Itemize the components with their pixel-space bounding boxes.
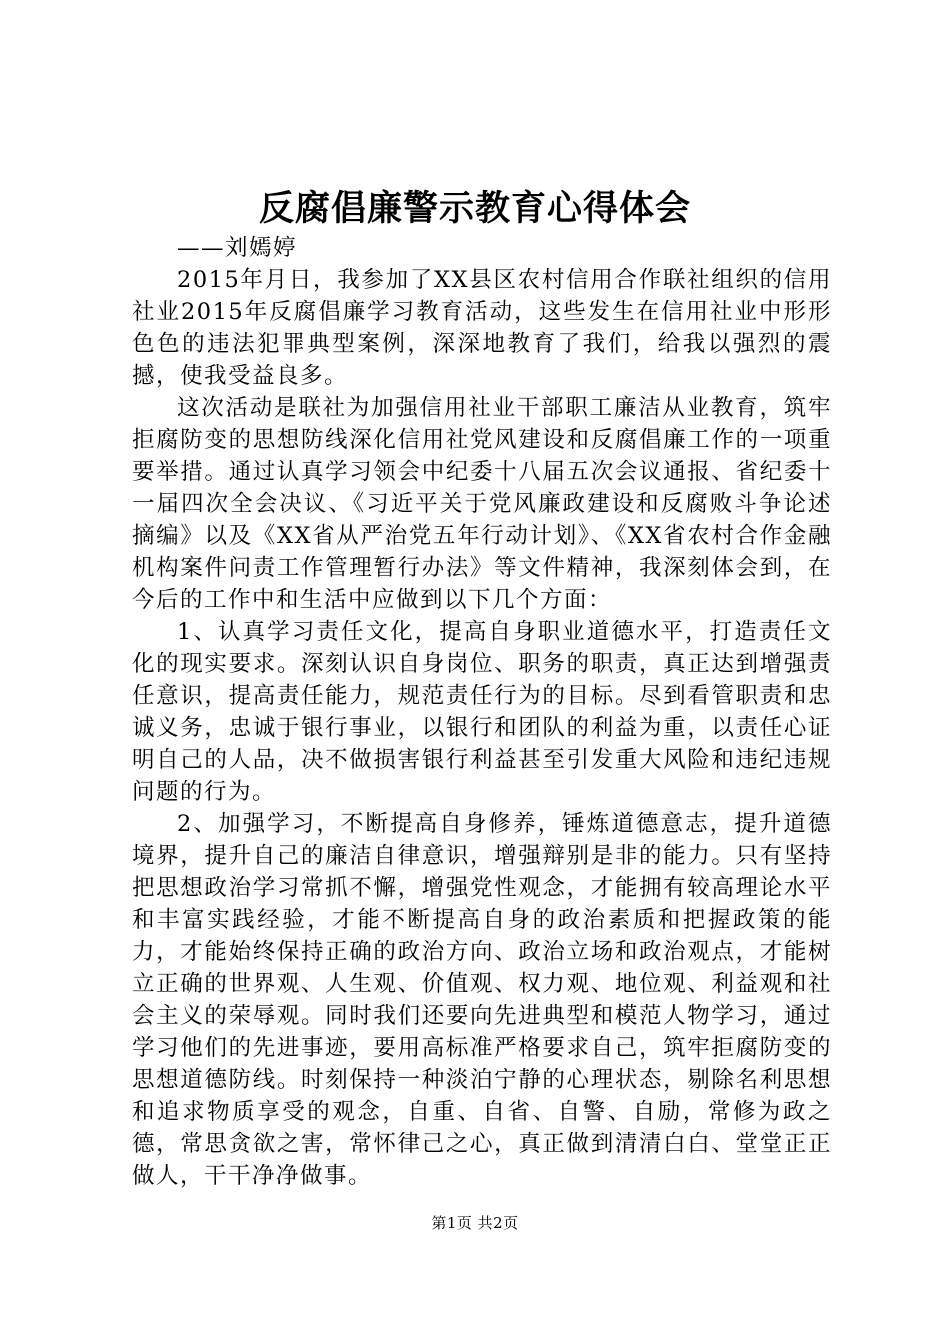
document-title: 反腐倡廉警示教育心得体会 xyxy=(258,188,691,229)
paragraph-intro: 2015年月日，我参加了XX县区农村信用合作联社组织的信用社业2015年反腐倡廉学习教育活动，这些发生在信用社业中形形色色的违法犯罪典型案例，深深地教育了我们，给我以强烈的震撼，使我受益良多。 xyxy=(132,267,832,389)
author-line: ——刘嫣婷 xyxy=(177,235,298,261)
paragraph-point-1: 1、认真学习责任文化，提高自身职业道德水平，打造责任文化的现实要求。深刻认识自身岗位、职务的职责，真正达到增强责任意识，提高责任能力，规范责任行为的目标。尽到看管职责和忠诚义务，忠诚于银行事业，以银行和团队的利益为重，以责任心证明自己的人品，决不做损害银行利益甚至引发重大风险和违纪违规问题的行为。 xyxy=(132,619,832,805)
document-body xyxy=(132,232,832,1192)
page-footer: 第1页 共2页 xyxy=(431,1214,519,1232)
paragraph-point-2: 2、加强学习，不断提高自身修养，锤炼道德意志，提升道德境界，提升自己的廉洁自律意识，增强辩别是非的能力。只有坚持把思想政治学习常抓不懈，增强党性观念，才能拥有较高理论水平和丰富实践经验，才能不断提高自身的政治素质和把握政策的能力，才能始终保持正确的政治方向、政治立场和政治观点，才能树立正确的世界观、人生观、价值观、权力观、地位观、利益观和社会主义的荣辱观。同时我们还要向先进典型和模范人物学习，通过学习他们的先进事迹，要用高标准严格要求自己，筑牢拒腐防变的思想道德防线。时刻保持一种淡泊宁静的心理状态，剔除名利思想和追求物质享受的观念，自重、自省、自警、自励，常修为政之德，常思贪欲之害，常怀律己之心，真正做到清清白白、堂堂正正做人，干干净净做事。 xyxy=(132,811,832,1189)
paragraph-activity: 这次活动是联社为加强信用社业干部职工廉洁从业教育，筑牢拒腐防变的思想防线深化信用社党风建设和反腐倡廉工作的一项重要举措。通过认真学习领会中纪委十八届五次会议通报、省纪委十一届四次全会决议、《习近平关于党风廉政建设和反腐败斗争论述摘编》以及《XX省从严治党五年行动计划》、《XX省农村合作金融机构案件问责工作管理暂行办法》等文件精神，我深刻体会到，在今后的工作中和生活中应做到以下几个方面： xyxy=(132,395,832,613)
